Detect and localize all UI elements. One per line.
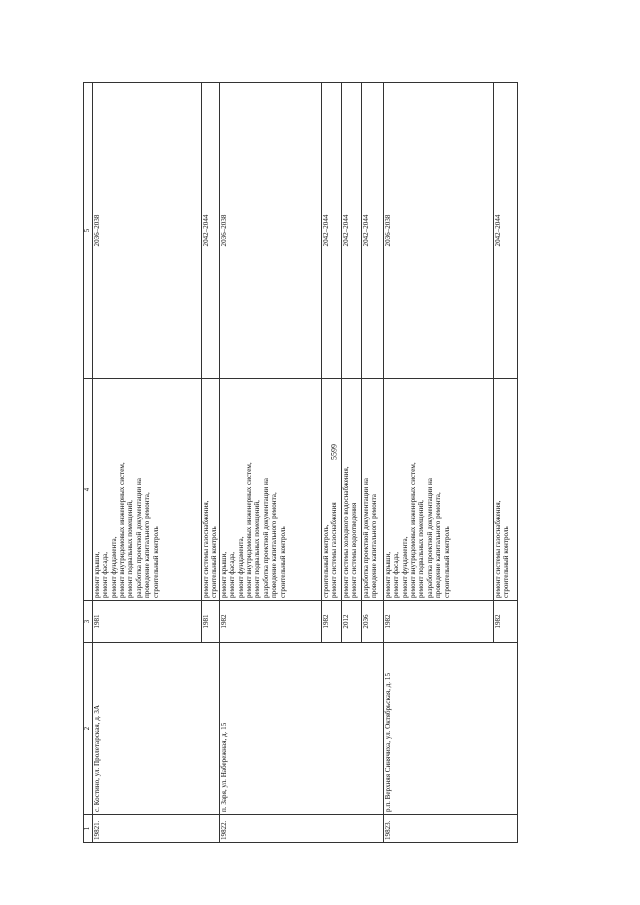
address-cell (342, 643, 362, 815)
work-item: ремонт крыши, (384, 551, 393, 598)
work-item: ремонт внутридомовых инженерных систем, (245, 462, 254, 598)
year-cell: 1981 (202, 601, 220, 643)
work-item: ремонт фундамента, (109, 536, 118, 598)
works-cell (362, 379, 384, 601)
row-number: 19823. (384, 815, 494, 843)
year-cell: 1981 (93, 601, 202, 643)
work-item: ремонт подвальных помещений, (417, 500, 426, 598)
period-cell: 2042–2044 (342, 83, 362, 379)
works-cell (322, 379, 342, 601)
address-cell: с. Костино, ул. Пролетарская, д. 3А (93, 643, 202, 815)
row-number (342, 815, 362, 843)
table-row (494, 83, 518, 843)
header-cell: 1 (84, 815, 93, 843)
table-row (362, 83, 384, 843)
work-item: ремонт системы водоотведения (350, 502, 359, 598)
address-cell: р.п. Верхняя Синячиха, ул. Октябрьская, д. 15 (384, 643, 494, 815)
work-item: проведение капитального ремонта, (434, 492, 443, 598)
table-row (342, 83, 362, 843)
table-row (384, 83, 494, 843)
works-cell (220, 379, 322, 601)
table-row (220, 83, 322, 843)
header-cell: 3 (84, 601, 93, 643)
period-cell: 2042–2044 (362, 83, 384, 379)
header-cell: 5 (84, 83, 93, 379)
work-item: разработка проектной документации на (362, 478, 371, 598)
work-item: строительный контроль (502, 526, 511, 598)
address-cell (322, 643, 342, 815)
table-row (322, 83, 342, 843)
works-cell (93, 379, 202, 601)
row-number (322, 815, 342, 843)
works-cell (494, 379, 518, 601)
header-row (84, 83, 93, 843)
header-cell: 2 (84, 643, 93, 815)
year-cell: 1982 (384, 601, 494, 643)
period-cell: 2036–2038 (384, 83, 494, 379)
year-cell: 1982 (322, 601, 342, 643)
work-item: разработка проектной документации на (261, 478, 270, 598)
work-item: строительный контроль (442, 526, 451, 598)
work-item: ремонт фасада, (101, 551, 110, 598)
work-item: ремонт крыши, (93, 551, 102, 598)
work-item: проведение капитального ремонта (370, 494, 379, 598)
work-item: ремонт подвальных помещений, (253, 500, 262, 598)
work-item: ремонт фасада, (392, 551, 401, 598)
work-item: строительный контроль (278, 526, 287, 598)
table-container (83, 83, 519, 843)
works-cell (384, 379, 494, 601)
work-item: ремонт фасада, (228, 551, 237, 598)
work-item: ремонт внутридомовых инженерных систем, (118, 462, 127, 598)
year-cell: 2012 (342, 601, 362, 643)
row-number (494, 815, 518, 843)
address-cell: п. Заря, ул. Набережная, д. 15 (220, 643, 322, 815)
header-cell: 4 (84, 379, 93, 601)
period-cell: 2036–2038 (93, 83, 202, 379)
year-cell: 1982 (220, 601, 322, 643)
work-item: ремонт крыши, (220, 551, 229, 598)
work-item: ремонт внутридомовых инженерных систем, (409, 462, 418, 598)
work-item: разработка проектной документации на (134, 478, 143, 598)
works-cell (202, 379, 220, 601)
address-cell (362, 643, 384, 815)
work-item: ремонт системы холодного водоснабжения, (342, 466, 351, 598)
row-number: 19822. (220, 815, 322, 843)
work-item: проведение капитального ремонта, (143, 492, 152, 598)
period-cell: 2042–2044 (202, 83, 220, 379)
work-item: ремонт фундамента, (236, 536, 245, 598)
row-number: 19821. (93, 815, 202, 843)
work-item: ремонт подвальных помещений, (126, 500, 135, 598)
work-item: строительный контроль (210, 526, 219, 598)
work-item: ремонт фундамента, (400, 536, 409, 598)
work-item: разработка проектной документации на (425, 478, 434, 598)
year-cell: 2036 (362, 601, 384, 643)
rotated-table-frame (83, 83, 519, 843)
period-cell: 2036–2038 (220, 83, 322, 379)
repair-schedule-table (83, 82, 518, 843)
year-cell: 1982 (494, 601, 518, 643)
address-cell (494, 643, 518, 815)
table-row (202, 83, 220, 843)
work-item: ремонт системы газоснабжения (330, 502, 339, 598)
works-cell (342, 379, 362, 601)
work-item: строительный контроль (151, 526, 160, 598)
row-number (362, 815, 384, 843)
work-item: ремонт системы газоснабжения, (202, 500, 211, 598)
address-cell (202, 643, 220, 815)
work-item: проведение капитального ремонта, (270, 492, 279, 598)
page-number: 5599 (329, 444, 339, 460)
work-item: строительный контроль, (322, 524, 331, 598)
work-item: ремонт системы газоснабжения, (494, 500, 503, 598)
period-cell: 2042–2044 (494, 83, 518, 379)
row-number (202, 815, 220, 843)
period-cell: 2042–2044 (322, 83, 342, 379)
table-row (93, 83, 202, 843)
